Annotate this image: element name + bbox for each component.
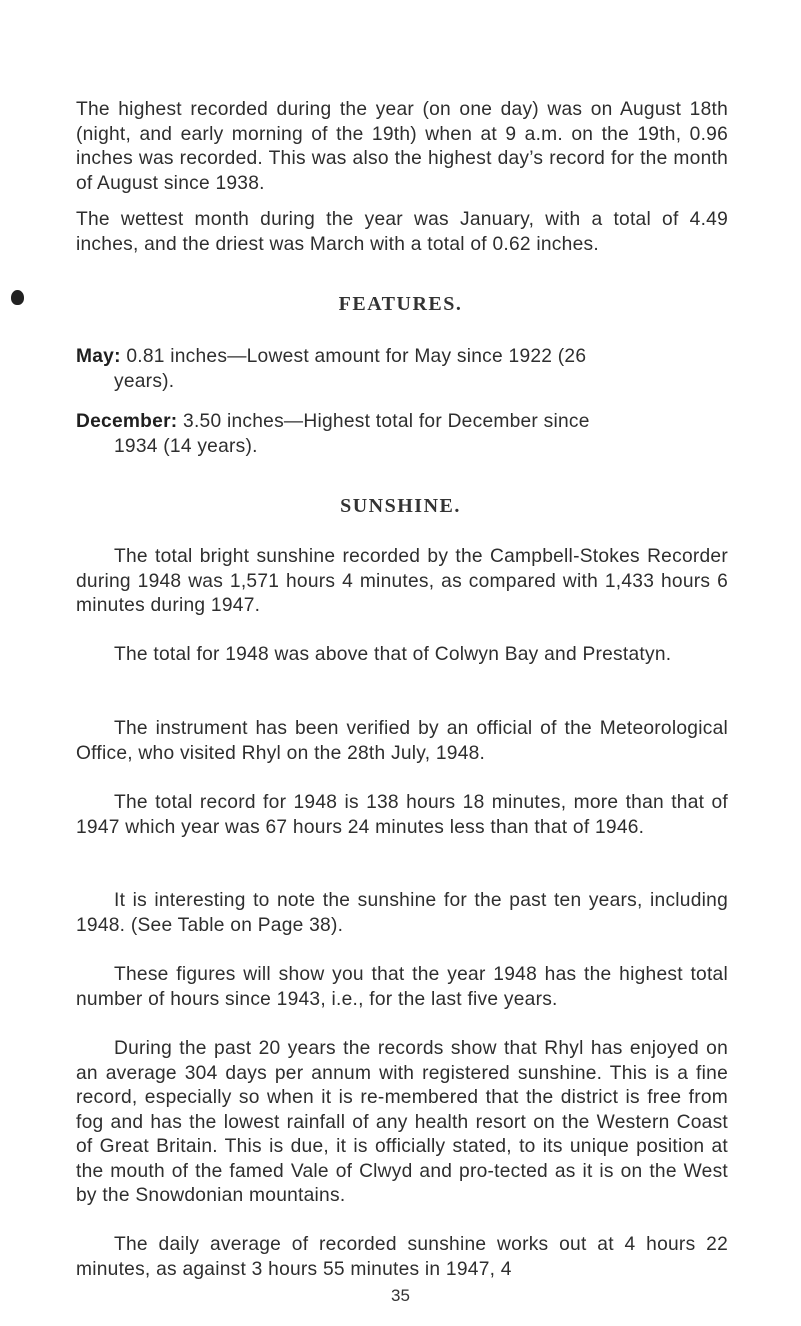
sunshine-paragraph-highest: These figures will show you that the year 1948 has the highest total number of hours since 1943, i.e., for the last five years. (76, 964, 728, 1010)
sunshine-paragraph-records: During the past 20 years the records show that Rhyl has enjoyed on an average 304 days per annum with registered sunshine. This is a fine record, especially so when it is re-membered that the district is free from fog and has the lowest rainfall of any health resort on the Western Coast of Great Britain. This is due, it is officially stated, to its unique position at the mouth of the famed Vale of Clwyd and pro-tected as it is on the West by the Snowdonian mountains. (76, 1038, 728, 1206)
sunshine-paragraph-ten-years: It is interesting to note the sunshine for the past ten years, including 1948. (See Table on Page 38). (76, 890, 728, 936)
sunshine-paragraph-comparison: The total for 1948 was above that of Colwyn Bay and Prestatyn. (114, 644, 672, 665)
sunshine-heading: SUNSHINE. (340, 495, 461, 517)
feature-december-label: December: (76, 411, 178, 432)
sunshine-paragraph-verification: The instrument has been verified by an official of the Meteorological Office, who visited Rhyl on the 28th July, 1948. (76, 718, 728, 764)
feature-may-text-line1: 0.81 inches—Lowest amount for May since 1922 (26 (126, 346, 587, 367)
feature-may-text-line2: years). (114, 370, 175, 392)
sunshine-paragraph-daily-average: The daily average of recorded sunshine works out at 4 hours 22 minutes, as against 3 hours 55 minutes in 1947, 4 (76, 1234, 728, 1280)
sunshine-paragraph-total: The total bright sunshine recorded by the Campbell-Stokes Recorder during 1948 was 1,571 hours 4 minutes, as compared with 1,433 hours 6 minutes during 1947. (76, 546, 728, 616)
feature-december (76, 410, 728, 459)
feature-december-text-line2: 1934 (14 years). (114, 435, 258, 457)
feature-december-text-line1: 3.50 inches—Highest total for December since (183, 411, 590, 432)
page-number: 35 (391, 1286, 410, 1305)
features-heading: FEATURES. (338, 293, 463, 315)
rainfall-wettest-paragraph: The wettest month during the year was January, with a total of 4.49 inches, and the driest was March with a total of 0.62 inches. (76, 209, 728, 255)
rainfall-highest-paragraph: The highest recorded during the year (on one day) was on August 18th (night, and early morning of the 19th) when at 9 a.m. on the 19th, 0.96 inches was recorded. This was also the highest day’s record for the month of August since 1938. (76, 99, 728, 194)
feature-may-label: May: (76, 346, 121, 367)
feature-may (76, 345, 728, 394)
sunshine-paragraph-record: The total record for 1948 is 138 hours 18 minutes, more than that of 1947 which year was 67 hours 24 minutes less than that of 1946. (76, 792, 728, 838)
